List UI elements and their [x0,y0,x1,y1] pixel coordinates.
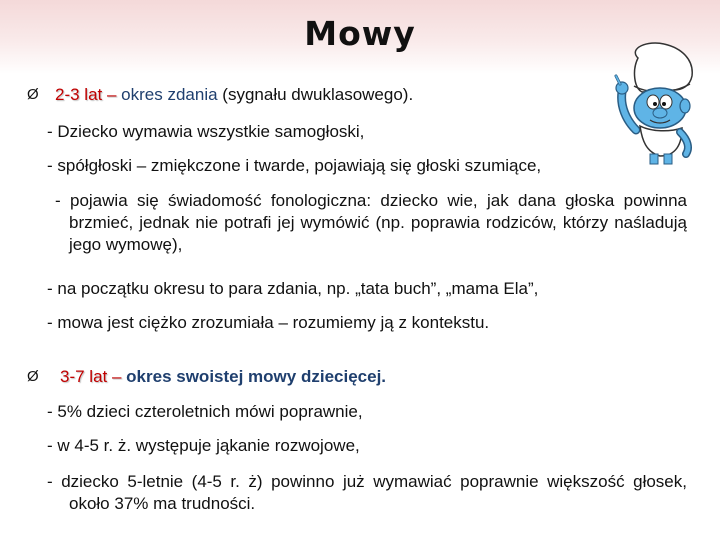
section1-desc: okres zdania [121,85,218,104]
section2-item-2: - w 4-5 r. ż. występuje jąkanie rozwojowe, [47,436,360,455]
section1-item-3: - pojawia się świadomość fonologiczna: dziecko wie, jak dana głoska powinna brzmieć, jednak nie potrafi jej wymówić (np. poprawia rodziców, którzy naśladują jego wymowę), [55,191,687,254]
section1-item-5: - mowa jest ciężko zrozumiała – rozumiemy ją z kontekstu. [47,313,490,332]
smurf-cartoon-icon [598,40,710,170]
section1-item-2: - spółgłoski – zmiękczone i twarde, pojawiają się głoski szumiące, [47,156,542,175]
section1-paren: (sygnału dwuklasowego). [222,85,414,104]
bullet-arrow-icon: Ø [27,86,39,103]
section1-item-1: - Dziecko wymawia wszystkie samogłoski, [47,122,365,141]
section2-item-3: - dziecko 5-letnie (4-5 r. ż) powinno już wymawiać poprawnie większość głosek, około 37% ma trudności. [47,472,687,513]
section2-age: 3-7 lat – [60,367,122,386]
section1-age: 2-3 lat – [55,85,117,104]
page-title: Mowy [304,14,416,53]
section2-item-1: - 5% dzieci czteroletnich mówi poprawnie, [47,402,363,421]
bullet-arrow-icon-2: Ø [27,368,39,385]
section2-heading [60,366,386,388]
section2-desc: okres swoistej mowy dziecięcej. [126,367,387,386]
section1-heading [55,84,413,106]
section1-item-4: - na początku okresu to para zdania, np. „tata buch”, „mama Ela”, [47,279,539,298]
